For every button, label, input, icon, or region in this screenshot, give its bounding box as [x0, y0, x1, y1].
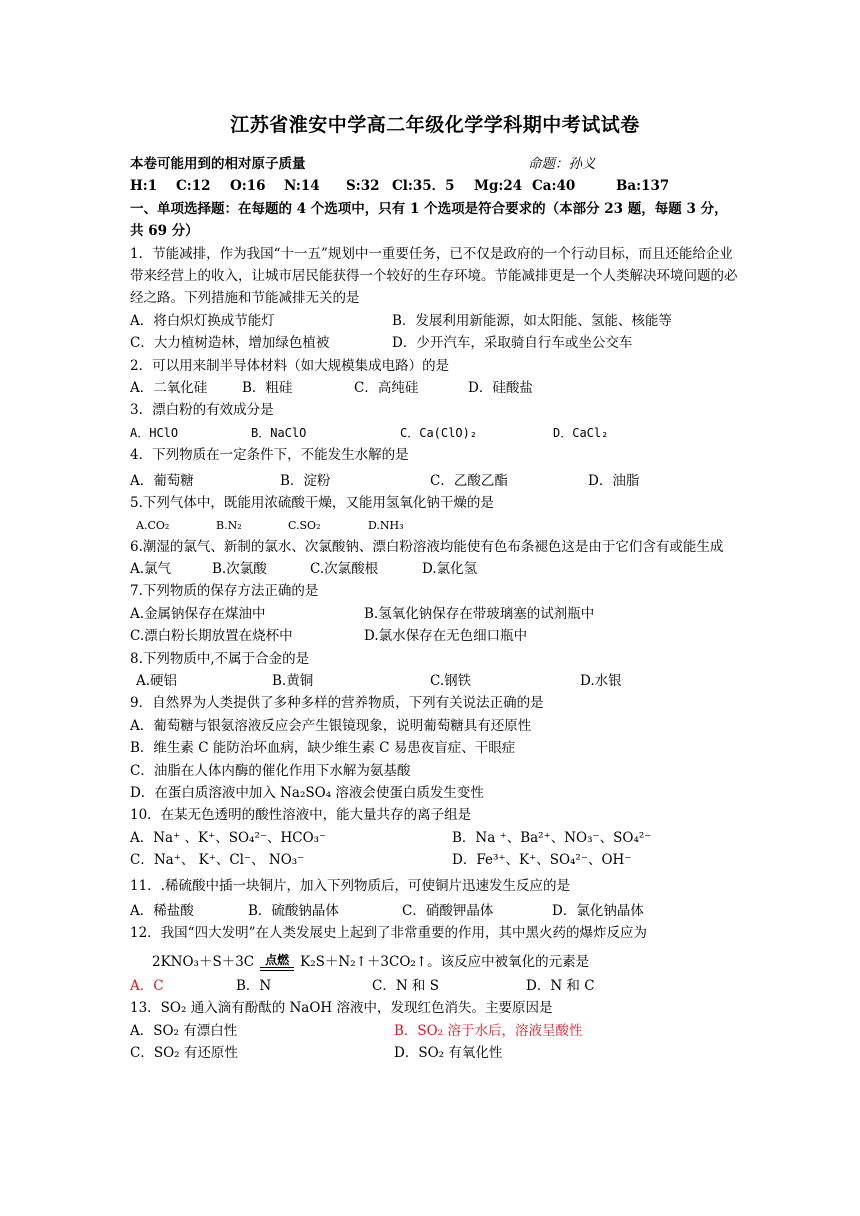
q3-stem: 3．漂白粉的有效成分是 — [130, 402, 274, 419]
atomic-masses — [130, 175, 740, 197]
q11-option-d: D．氯化钠晶体 — [552, 903, 644, 919]
q8-options — [130, 670, 740, 692]
q10-option-b: B．Na ⁺、Ba²⁺、NO₃⁻、SO₄²⁻ — [452, 829, 652, 846]
q12-stem: 12．我国“四大发明”在人类发展史上起到了非常重要的作用，其中黑火药的爆炸反应为 — [130, 925, 647, 942]
q3-option-c: C．Ca(ClO)₂ — [400, 425, 478, 440]
q13-option-c: C．SO₂ 有还原性 — [130, 1045, 238, 1062]
q6-option-d: D.氯化氢 — [422, 560, 478, 577]
q4-option-a: A．葡萄糖 — [130, 472, 194, 489]
q5-option-a: A.CO₂ — [136, 518, 170, 532]
q8-option-c: C.钢铁 — [430, 672, 472, 689]
q9-option-c: C．油脂在人体内酶的催化作用下水解为氨基酸 — [130, 762, 411, 779]
q7-option-d: D.氯水保存在无色细口瓶中 — [364, 628, 528, 645]
exam-page — [130, 110, 740, 1064]
q13-option-b: B．SO₂ 溶于水后，溶液呈酸性 — [394, 1022, 583, 1039]
q7-option-b: B.氢氧化钠保存在带玻璃塞的试剂瓶中 — [364, 605, 595, 622]
q7-option-c: C.漂白粉长期放置在烧杯中 — [130, 628, 293, 645]
q5-options — [130, 515, 740, 536]
q4-stem: 4．下列物质在一定条件下，不能发生水解的是 — [130, 447, 409, 464]
q1-option-a: A．将白炽灯换成节能灯 — [130, 312, 275, 329]
double-line-arrow-icon — [260, 967, 294, 971]
q9-stem: 9．自然界为人类提供了多种多样的营养物质，下列有关说法正确的是 — [130, 695, 544, 712]
q1-options-cd — [130, 332, 740, 354]
q13-stem: 13．SO₂ 通入滴有酚酞的 NaOH 溶液中，发现红色消失。主要原因是 — [130, 1000, 553, 1017]
q8-option-b: B.黄铜 — [272, 672, 314, 689]
q4-option-d: D．油脂 — [588, 472, 640, 489]
q1-option-c: C．大力植树造林，增加绿色植被 — [130, 335, 330, 352]
q2-options — [130, 377, 740, 399]
q1-stem: 1．节能减排，作为我国“十一五”规划中一重要任务，已不仅是政府的一个行动目标，而且还能给企业带来经营上的收入，让城市居民能获得一个较好的生存环境。节能减排更是一个人类解决环境问题的必经之路。下列措施和节能减排无关的是 — [130, 245, 738, 307]
reaction-arrow — [260, 954, 294, 971]
q10-option-d: D．Fe³⁺、K⁺、SO₄²⁻、OH⁻ — [452, 852, 632, 869]
mass-ba: Ba:137 — [616, 178, 670, 195]
q11-stem: 11．.稀硫酸中插一块铜片，加入下列物质后，可使铜片迅速发生反应的是 — [130, 877, 570, 894]
q5-option-c: C.SO₂ — [288, 518, 321, 532]
mass-o: O:16 — [230, 178, 266, 195]
q7-options-cd — [130, 625, 740, 647]
q2-option-c: C．高纯硅 — [354, 380, 419, 397]
q12-reactants: 2KNO₃＋S＋3C — [152, 953, 255, 970]
mass-cl: Cl:35．5 — [392, 178, 455, 195]
q5-option-b: B.N₂ — [216, 518, 242, 532]
q7-stem: 7.下列物质的保存方法正确的是 — [130, 583, 319, 600]
q4-option-b: B．淀粉 — [280, 472, 331, 489]
q12-option-d: D．N 和 C — [526, 977, 595, 994]
mass-h: H:1 — [130, 178, 158, 195]
q10-option-c: C．Na⁺、 K⁺、Cl⁻、 NO₃⁻ — [130, 852, 305, 869]
q1-option-d: D．少开汽车，采取骑自行车或坐公交车 — [392, 335, 633, 352]
q7-option-a: A.金属钠保存在煤油中 — [130, 605, 266, 622]
q5-stem: 5.下列气体中，既能用浓硫酸干燥，又能用氢氧化钠干燥的是 — [130, 495, 494, 512]
q11-option-c: C．硝酸钾晶体 — [402, 903, 494, 919]
q8-stem: 8.下列物质中,不属于合金的是 — [130, 650, 310, 667]
mass-s: S:32 — [346, 178, 380, 195]
q13-options-ab — [130, 1020, 740, 1042]
q10-options-cd — [130, 849, 740, 871]
atomic-mass-heading: 本卷可能用到的相对原子质量 — [130, 156, 306, 172]
q6-stem: 6.潮湿的氯气、新制的氯水、次氯酸钠、漂白粉溶液均能使有色布条褪色这是由于它们含有或能生成 — [130, 538, 724, 555]
q12-option-c: C．N 和 S — [372, 977, 439, 994]
q1-options-ab — [130, 310, 740, 332]
q9-option-b: B．维生素 C 能防治坏血病，缺少维生素 C 易患夜盲症、干眼症 — [130, 740, 516, 757]
q6-option-c: C.次氯酸根 — [310, 560, 379, 577]
q7-options-ab — [130, 603, 740, 625]
q2-option-b: B．粗硅 — [242, 380, 293, 397]
q9-option-d: D．在蛋白质溶液中加入 Na₂SO₄ 溶液会使蛋白质发生变性 — [130, 784, 484, 801]
q8-option-a: A.硬铝 — [136, 672, 178, 689]
q12-reaction — [130, 951, 740, 973]
author: 命题：孙义 — [528, 156, 596, 172]
q3-option-a: A．HClO — [130, 425, 179, 440]
q12-condition: 点燃 — [265, 952, 290, 967]
q3-options — [130, 422, 740, 444]
q2-stem: 2．可以用来制半导体材料（如大规模集成电路）的是 — [130, 357, 450, 374]
q9-option-a: A．葡萄糖与银氨溶液反应会产生银镜现象，说明葡萄糖具有还原性 — [130, 717, 532, 734]
q5-option-d: D.NH₃ — [368, 518, 404, 532]
q13-options-cd — [130, 1042, 740, 1064]
atomic-mass-line — [130, 153, 740, 175]
q10-option-a: A．Na⁺ 、K⁺、SO₄²⁻、HCO₃⁻ — [130, 829, 327, 846]
q2-option-a: A．二氧化硅 — [130, 380, 208, 397]
q10-stem: 10．在某无色透明的酸性溶液中，能大量共存的离子组是 — [130, 807, 472, 824]
q3-option-d: D．CaCl₂ — [553, 425, 609, 440]
q8-option-d: D.水银 — [580, 672, 622, 689]
q4-option-c: C．乙酸乙酯 — [430, 472, 508, 489]
q13-option-a: A．SO₂ 有漂白性 — [130, 1022, 238, 1039]
mass-n: N:14 — [284, 178, 320, 195]
q6-options — [130, 558, 740, 580]
q11-option-a: A．稀盐酸 — [130, 903, 194, 919]
exam-title: 江苏省淮安中学高二年级化学学科期中考试试卷 — [230, 114, 640, 136]
q4-options — [130, 470, 740, 492]
q12-option-b: B．N — [236, 977, 272, 994]
q3-option-b: B．NaClO — [251, 425, 307, 440]
q6-option-a: A.氯气 — [130, 560, 172, 577]
q10-options-ab — [130, 827, 740, 849]
q1-option-b: B．发展利用新能源，如太阳能、氢能、核能等 — [392, 312, 672, 329]
q13-option-d: D．SO₂ 有氧化性 — [394, 1045, 503, 1062]
section1-heading: 一、单项选择题：在每题的 4 个选项中，只有 1 个选项是符合要求的（本部分 23 题，每题 3 分，共 69 分） — [130, 200, 728, 240]
mass-c: C:12 — [176, 178, 211, 195]
q12-options — [130, 975, 740, 997]
q6-option-b: B.次氯酸 — [212, 560, 267, 577]
q2-option-d: D．硅酸盐 — [468, 380, 533, 397]
q11-options — [130, 900, 740, 922]
q11-option-b: B．硫酸钠晶体 — [248, 903, 339, 919]
mass-ca: Ca:40 — [532, 178, 576, 195]
mass-mg: Mg:24 — [474, 178, 523, 195]
q12-products: K₂S＋N₂↑＋3CO₂↑。该反应中被氧化的元素是 — [300, 953, 590, 970]
q12-option-a: A．C — [130, 977, 164, 994]
